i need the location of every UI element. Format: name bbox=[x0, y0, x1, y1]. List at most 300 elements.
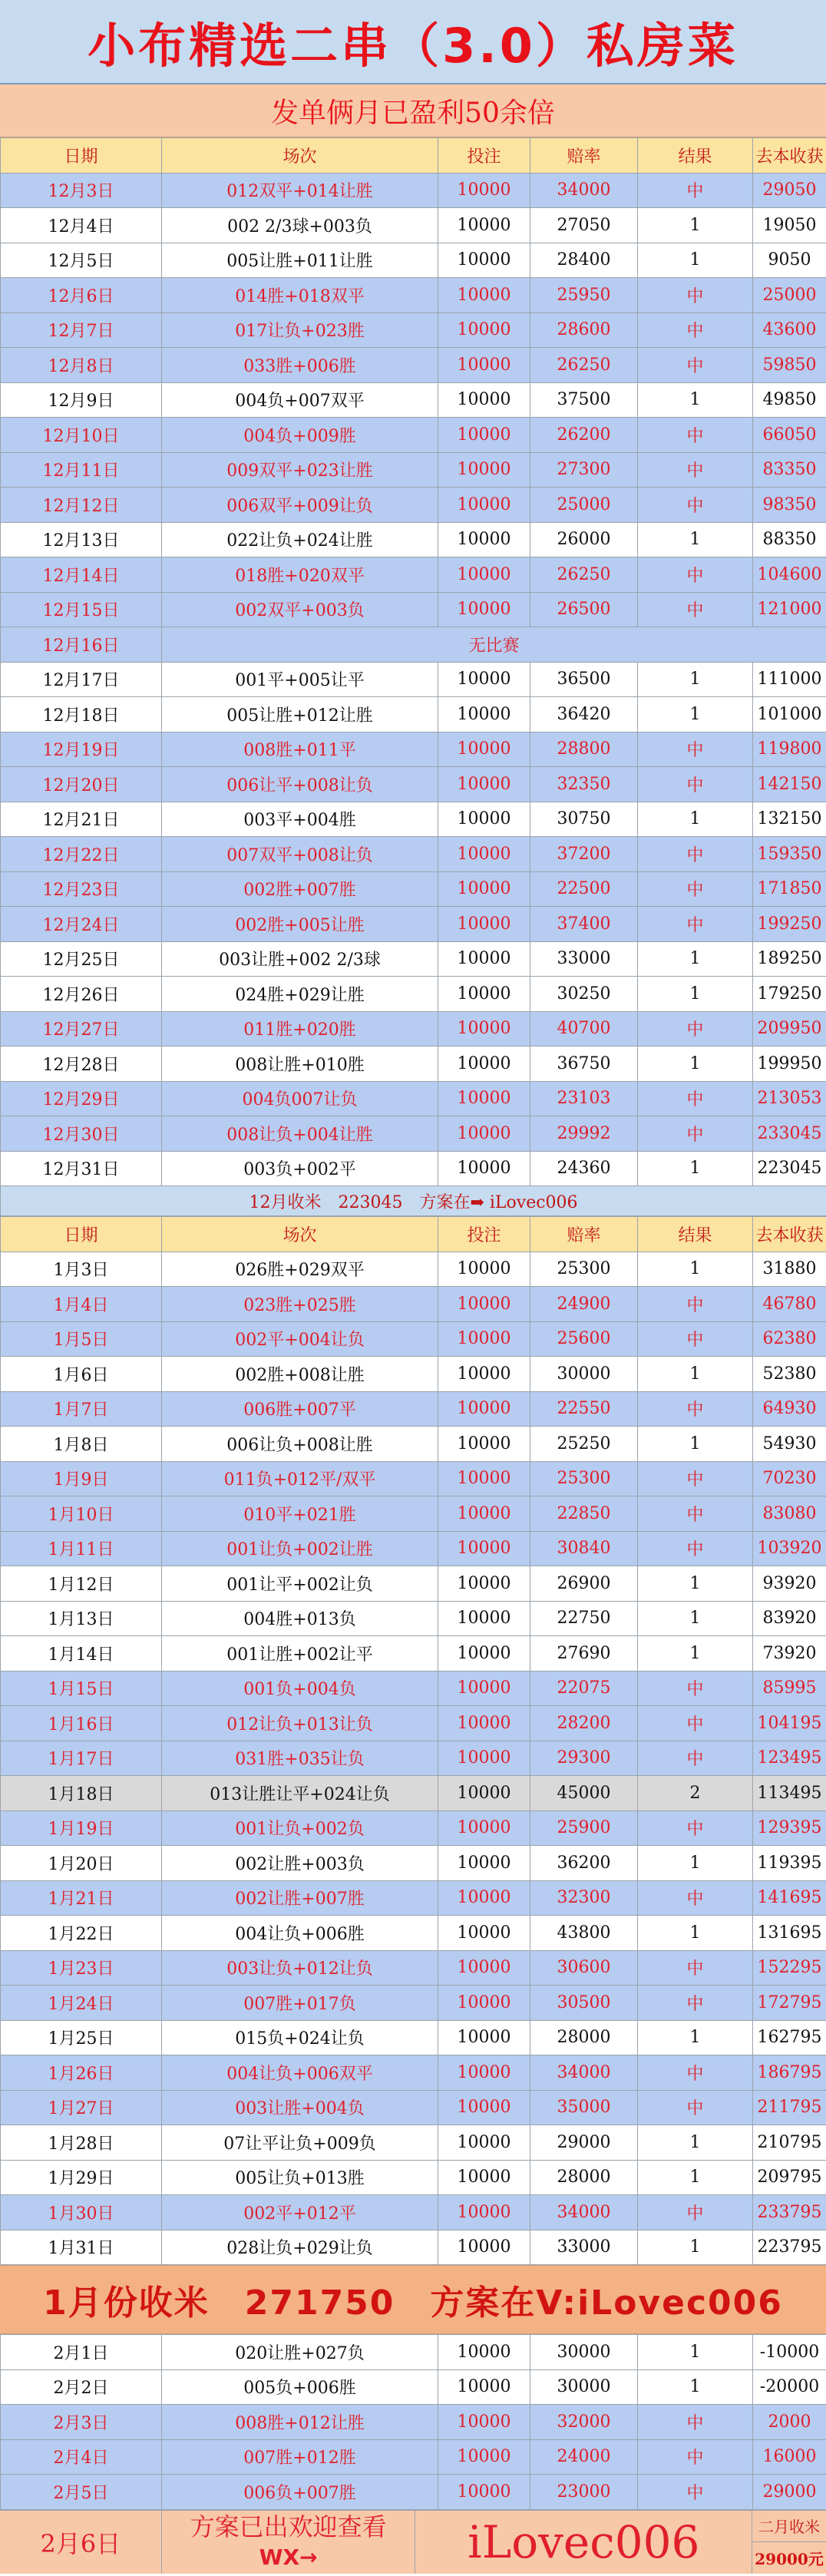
table-row bbox=[1, 452, 826, 488]
match-cell: 006双平+009让负 bbox=[162, 488, 438, 523]
match-cell: 005让胜+012让胜 bbox=[162, 697, 438, 732]
table-row bbox=[1, 1252, 826, 1287]
column-header: 投注 bbox=[438, 138, 530, 174]
footer-message bbox=[162, 2511, 416, 2574]
bet-cell: 10000 bbox=[438, 1287, 530, 1322]
date-cell: 1月31日 bbox=[1, 2230, 162, 2265]
match-cell: 003让胜+004负 bbox=[162, 2090, 438, 2125]
odds-cell: 30600 bbox=[530, 1950, 638, 1986]
profit-cell: 62380 bbox=[753, 1321, 826, 1357]
odds-cell: 36750 bbox=[530, 1047, 638, 1082]
date-cell: 1月14日 bbox=[1, 1636, 162, 1672]
date-cell: 12月27日 bbox=[1, 1011, 162, 1047]
table-row bbox=[1, 1011, 826, 1047]
odds-cell: 22850 bbox=[530, 1496, 638, 1532]
table-row bbox=[1, 1601, 826, 1636]
bet-cell: 10000 bbox=[438, 2369, 530, 2405]
date-cell: 12月21日 bbox=[1, 802, 162, 837]
match-cell: 012双平+014让胜 bbox=[162, 173, 438, 208]
profit-cell: 52380 bbox=[753, 1357, 826, 1392]
match-cell: 008胜+012让胜 bbox=[162, 2405, 438, 2440]
table-row bbox=[1, 871, 826, 907]
february-total-value: 29000元 bbox=[755, 2549, 824, 2568]
profit-cell: 88350 bbox=[753, 522, 826, 557]
bet-cell: 10000 bbox=[438, 1880, 530, 1916]
table-row bbox=[1, 488, 826, 523]
profit-cell: -20000 bbox=[753, 2369, 826, 2405]
result-cell: 中 bbox=[638, 1741, 753, 1776]
match-cell: 004让负+006胜 bbox=[162, 1916, 438, 1951]
profit-cell: 121000 bbox=[753, 592, 826, 627]
profit-cell: 64930 bbox=[753, 1391, 826, 1427]
table-row bbox=[1, 1810, 826, 1846]
odds-cell: 27050 bbox=[530, 208, 638, 243]
date-cell: 12月9日 bbox=[1, 382, 162, 418]
odds-cell: 23000 bbox=[530, 2475, 638, 2510]
bet-cell: 10000 bbox=[438, 1151, 530, 1186]
match-cell: 004负007让负 bbox=[162, 1081, 438, 1116]
bet-cell: 10000 bbox=[438, 1671, 530, 1706]
odds-cell: 25250 bbox=[530, 1427, 638, 1462]
date-cell: 12月14日 bbox=[1, 557, 162, 593]
date-cell: 1月30日 bbox=[1, 2195, 162, 2230]
odds-cell: 32300 bbox=[530, 1880, 638, 1916]
date-cell: 12月26日 bbox=[1, 977, 162, 1012]
footer-wx-label: WX→ bbox=[259, 2544, 318, 2570]
profit-cell: 172795 bbox=[753, 1986, 826, 2021]
profit-cell: 9050 bbox=[753, 243, 826, 278]
match-cell: 002让胜+007胜 bbox=[162, 1880, 438, 1916]
profit-cell: 83920 bbox=[753, 1601, 826, 1636]
table-row bbox=[1, 418, 826, 453]
match-cell: 006让负+008让胜 bbox=[162, 1427, 438, 1462]
match-cell: 011负+012平/双平 bbox=[162, 1461, 438, 1496]
odds-cell: 34000 bbox=[530, 2195, 638, 2230]
profit-cell: 211795 bbox=[753, 2090, 826, 2125]
profit-cell: 103920 bbox=[753, 1531, 826, 1566]
date-cell: 12月17日 bbox=[1, 662, 162, 697]
table-row bbox=[1, 2055, 826, 2091]
table-row bbox=[1, 1047, 826, 1082]
profit-cell: 46780 bbox=[753, 1287, 826, 1322]
match-cell: 003让胜+002 2/3球 bbox=[162, 941, 438, 977]
result-cell: 中 bbox=[638, 1986, 753, 2021]
table-row bbox=[1, 1461, 826, 1496]
no-match-cell: 无比赛 bbox=[162, 627, 826, 663]
date-cell: 1月7日 bbox=[1, 1391, 162, 1427]
table-row bbox=[1, 278, 826, 313]
match-cell: 002平+012平 bbox=[162, 2195, 438, 2230]
odds-cell: 37500 bbox=[530, 382, 638, 418]
match-cell: 022让负+024让胜 bbox=[162, 522, 438, 557]
table-row bbox=[1, 2405, 826, 2440]
odds-cell: 35000 bbox=[530, 2090, 638, 2125]
result-cell: 1 bbox=[638, 208, 753, 243]
odds-cell: 30000 bbox=[530, 1357, 638, 1392]
date-cell: 1月19日 bbox=[1, 1810, 162, 1846]
match-cell: 010平+021胜 bbox=[162, 1496, 438, 1532]
date-cell: 12月30日 bbox=[1, 1116, 162, 1152]
profit-cell: 83350 bbox=[753, 452, 826, 488]
february-total-box bbox=[752, 2511, 826, 2574]
bet-cell: 10000 bbox=[438, 2230, 530, 2265]
result-cell: 中 bbox=[638, 767, 753, 802]
table-row bbox=[1, 1636, 826, 1672]
table-row bbox=[1, 662, 826, 697]
table-row bbox=[1, 1671, 826, 1706]
profit-cell: 189250 bbox=[753, 941, 826, 977]
footer-date: 2月6日 bbox=[0, 2511, 162, 2574]
date-cell: 2月5日 bbox=[1, 2475, 162, 2510]
profit-cell: 179250 bbox=[753, 977, 826, 1012]
match-cell: 002胜+007胜 bbox=[162, 871, 438, 907]
bet-cell: 10000 bbox=[438, 1116, 530, 1152]
profit-cell: 233045 bbox=[753, 1116, 826, 1152]
result-cell: 中 bbox=[638, 1081, 753, 1116]
result-cell: 1 bbox=[638, 243, 753, 278]
match-cell: 004负+009胜 bbox=[162, 418, 438, 453]
match-cell: 033胜+006胜 bbox=[162, 348, 438, 383]
column-header: 结果 bbox=[638, 138, 753, 174]
result-cell: 中 bbox=[638, 348, 753, 383]
match-cell: 001负+004负 bbox=[162, 1671, 438, 1706]
odds-cell: 24360 bbox=[530, 1151, 638, 1186]
profit-cell: 70230 bbox=[753, 1461, 826, 1496]
date-cell: 1月18日 bbox=[1, 1776, 162, 1811]
date-cell: 1月24日 bbox=[1, 1986, 162, 2021]
bet-cell: 10000 bbox=[438, 1986, 530, 2021]
column-header: 结果 bbox=[638, 1217, 753, 1252]
bet-cell: 10000 bbox=[438, 662, 530, 697]
bet-cell: 10000 bbox=[438, 1636, 530, 1672]
date-cell: 12月7日 bbox=[1, 312, 162, 348]
profit-cell: 25000 bbox=[753, 278, 826, 313]
result-cell: 1 bbox=[638, 2125, 753, 2161]
result-cell: 中 bbox=[638, 2405, 753, 2440]
match-cell: 001让胜+002让平 bbox=[162, 1636, 438, 1672]
match-cell: 020让胜+027负 bbox=[162, 2335, 438, 2370]
match-cell: 023胜+025胜 bbox=[162, 1287, 438, 1322]
odds-cell: 22550 bbox=[530, 1391, 638, 1427]
table-row bbox=[1, 348, 826, 383]
date-cell: 12月12日 bbox=[1, 488, 162, 523]
match-cell: 002双平+003负 bbox=[162, 592, 438, 627]
match-cell: 006胜+007平 bbox=[162, 1391, 438, 1427]
profit-cell: 152295 bbox=[753, 1950, 826, 1986]
date-cell: 2月2日 bbox=[1, 2369, 162, 2405]
bet-cell: 10000 bbox=[438, 1011, 530, 1047]
result-cell: 中 bbox=[638, 1880, 753, 1916]
profit-cell: 101000 bbox=[753, 697, 826, 732]
december-summary-row bbox=[1, 1186, 826, 1216]
table-row bbox=[1, 592, 826, 627]
bet-cell: 10000 bbox=[438, 173, 530, 208]
odds-cell: 27690 bbox=[530, 1636, 638, 1672]
result-cell: 中 bbox=[638, 2055, 753, 2091]
match-cell: 006让平+008让负 bbox=[162, 767, 438, 802]
bet-cell: 10000 bbox=[438, 452, 530, 488]
profit-cell: 43600 bbox=[753, 312, 826, 348]
result-cell: 中 bbox=[638, 312, 753, 348]
bet-cell: 10000 bbox=[438, 2195, 530, 2230]
profit-cell: 209950 bbox=[753, 1011, 826, 1047]
match-cell: 002胜+005让胜 bbox=[162, 907, 438, 942]
table-row bbox=[1, 1151, 826, 1186]
odds-cell: 37200 bbox=[530, 837, 638, 872]
table-row bbox=[1, 2439, 826, 2475]
table-row bbox=[1, 1081, 826, 1116]
profit-cell: 132150 bbox=[753, 802, 826, 837]
table-row bbox=[1, 1427, 826, 1462]
bet-cell: 10000 bbox=[438, 208, 530, 243]
table-row bbox=[1, 1706, 826, 1741]
footer-message-text: 方案已出欢迎查看 bbox=[190, 2512, 387, 2541]
match-cell: 001让负+002让胜 bbox=[162, 1531, 438, 1566]
match-cell: 003让负+012让负 bbox=[162, 1950, 438, 1986]
date-cell: 12月10日 bbox=[1, 418, 162, 453]
result-cell: 1 bbox=[638, 2369, 753, 2405]
date-cell: 12月5日 bbox=[1, 243, 162, 278]
bet-cell: 10000 bbox=[438, 592, 530, 627]
table-row bbox=[1, 907, 826, 942]
match-cell: 001让负+002负 bbox=[162, 1810, 438, 1846]
odds-cell: 28800 bbox=[530, 732, 638, 767]
odds-cell: 26250 bbox=[530, 557, 638, 593]
table-row bbox=[1, 1566, 826, 1602]
match-cell: 004让负+006双平 bbox=[162, 2055, 438, 2091]
table-row bbox=[1, 1846, 826, 1881]
table-row bbox=[1, 1986, 826, 2021]
table-row bbox=[1, 1391, 826, 1427]
match-cell: 024胜+029让胜 bbox=[162, 977, 438, 1012]
table-row bbox=[1, 941, 826, 977]
odds-cell: 26200 bbox=[530, 418, 638, 453]
odds-cell: 34000 bbox=[530, 2055, 638, 2091]
odds-cell: 43800 bbox=[530, 1916, 638, 1951]
odds-cell: 28400 bbox=[530, 243, 638, 278]
table-row bbox=[1, 208, 826, 243]
odds-cell: 29000 bbox=[530, 2125, 638, 2161]
bet-cell: 10000 bbox=[438, 1427, 530, 1462]
bet-cell: 10000 bbox=[438, 2020, 530, 2055]
profit-cell: 93920 bbox=[753, 1566, 826, 1602]
match-cell: 011胜+020胜 bbox=[162, 1011, 438, 1047]
bet-cell: 10000 bbox=[438, 2475, 530, 2510]
match-cell: 006负+007胜 bbox=[162, 2475, 438, 2510]
bet-cell: 10000 bbox=[438, 1706, 530, 1741]
profit-cell: 66050 bbox=[753, 418, 826, 453]
date-cell: 1月5日 bbox=[1, 1321, 162, 1357]
date-cell: 1月21日 bbox=[1, 1880, 162, 1916]
table-header-row bbox=[1, 138, 826, 174]
profit-cell: 73920 bbox=[753, 1636, 826, 1672]
result-cell: 中 bbox=[638, 1671, 753, 1706]
odds-cell: 24900 bbox=[530, 1287, 638, 1322]
result-cell: 1 bbox=[638, 1916, 753, 1951]
table-row bbox=[1, 1287, 826, 1322]
match-cell: 026胜+029双平 bbox=[162, 1252, 438, 1287]
bet-cell: 10000 bbox=[438, 312, 530, 348]
match-cell: 007胜+017负 bbox=[162, 1986, 438, 2021]
profit-cell: 104195 bbox=[753, 1706, 826, 1741]
date-cell: 1月11日 bbox=[1, 1531, 162, 1566]
match-cell: 002让胜+003负 bbox=[162, 1846, 438, 1881]
table-row bbox=[1, 2335, 826, 2370]
result-cell: 中 bbox=[638, 1950, 753, 1986]
bet-cell: 10000 bbox=[438, 1776, 530, 1811]
bet-cell: 10000 bbox=[438, 1081, 530, 1116]
bet-cell: 10000 bbox=[438, 348, 530, 383]
column-header: 去本收获 bbox=[753, 138, 826, 174]
table-row bbox=[1, 1496, 826, 1532]
table-header-row bbox=[1, 1217, 826, 1252]
bet-cell: 10000 bbox=[438, 802, 530, 837]
december-table bbox=[0, 137, 826, 1216]
odds-cell: 36200 bbox=[530, 1846, 638, 1881]
odds-cell: 25300 bbox=[530, 1461, 638, 1496]
table-row bbox=[1, 697, 826, 732]
profit-cell: 119395 bbox=[753, 1846, 826, 1881]
table-row bbox=[1, 977, 826, 1012]
result-cell: 1 bbox=[638, 1427, 753, 1462]
result-cell: 中 bbox=[638, 557, 753, 593]
result-cell: 1 bbox=[638, 1846, 753, 1881]
profit-cell: 131695 bbox=[753, 1916, 826, 1951]
odds-cell: 30000 bbox=[530, 2335, 638, 2370]
result-cell: 1 bbox=[638, 2230, 753, 2265]
result-cell: 中 bbox=[638, 1496, 753, 1532]
date-cell: 12月19日 bbox=[1, 732, 162, 767]
bet-cell: 10000 bbox=[438, 382, 530, 418]
table-row bbox=[1, 2195, 826, 2230]
match-cell: 005让胜+011让胜 bbox=[162, 243, 438, 278]
match-cell: 007胜+012胜 bbox=[162, 2439, 438, 2475]
date-cell: 1月20日 bbox=[1, 1846, 162, 1881]
bet-cell: 10000 bbox=[438, 1846, 530, 1881]
odds-cell: 36420 bbox=[530, 697, 638, 732]
table-row bbox=[1, 312, 826, 348]
table-row bbox=[1, 2475, 826, 2510]
profit-cell: 54930 bbox=[753, 1427, 826, 1462]
date-cell: 12月4日 bbox=[1, 208, 162, 243]
bet-cell: 10000 bbox=[438, 1252, 530, 1287]
profit-cell: 29000 bbox=[753, 2475, 826, 2510]
odds-cell: 29300 bbox=[530, 1741, 638, 1776]
bet-cell: 10000 bbox=[438, 941, 530, 977]
bet-cell: 10000 bbox=[438, 837, 530, 872]
january-summary-banner bbox=[0, 2265, 826, 2334]
odds-cell: 30750 bbox=[530, 802, 638, 837]
table-row bbox=[1, 837, 826, 872]
table-row bbox=[1, 2160, 826, 2195]
date-cell: 1月13日 bbox=[1, 1601, 162, 1636]
odds-cell: 29992 bbox=[530, 1116, 638, 1152]
table-row bbox=[1, 1357, 826, 1392]
odds-cell: 28200 bbox=[530, 1706, 638, 1741]
odds-cell: 25950 bbox=[530, 278, 638, 313]
bet-cell: 10000 bbox=[438, 2160, 530, 2195]
odds-cell: 22075 bbox=[530, 1671, 638, 1706]
odds-cell: 27300 bbox=[530, 452, 638, 488]
table-row bbox=[1, 2090, 826, 2125]
result-cell: 1 bbox=[638, 1151, 753, 1186]
table-row bbox=[1, 732, 826, 767]
profit-cell: 85995 bbox=[753, 1671, 826, 1706]
profit-cell: 111000 bbox=[753, 662, 826, 697]
result-cell: 中 bbox=[638, 488, 753, 523]
result-cell: 中 bbox=[638, 452, 753, 488]
odds-cell: 28000 bbox=[530, 2020, 638, 2055]
odds-cell: 30000 bbox=[530, 2369, 638, 2405]
match-cell: 007双平+008让负 bbox=[162, 837, 438, 872]
result-cell: 1 bbox=[638, 941, 753, 977]
table-row bbox=[1, 173, 826, 208]
match-cell: 017让负+023胜 bbox=[162, 312, 438, 348]
date-cell: 1月26日 bbox=[1, 2055, 162, 2091]
odds-cell: 32000 bbox=[530, 2405, 638, 2440]
result-cell: 1 bbox=[638, 1047, 753, 1082]
odds-cell: 26500 bbox=[530, 592, 638, 627]
odds-cell: 28600 bbox=[530, 312, 638, 348]
bet-cell: 10000 bbox=[438, 557, 530, 593]
profit-cell: 2000 bbox=[753, 2405, 826, 2440]
odds-cell: 25300 bbox=[530, 1252, 638, 1287]
match-cell: 003负+002平 bbox=[162, 1151, 438, 1186]
odds-cell: 25000 bbox=[530, 488, 638, 523]
column-header: 赔率 bbox=[530, 138, 638, 174]
profit-cell: 186795 bbox=[753, 2055, 826, 2091]
bet-cell: 10000 bbox=[438, 522, 530, 557]
profit-cell: 16000 bbox=[753, 2439, 826, 2475]
table-row bbox=[1, 1741, 826, 1776]
odds-cell: 37400 bbox=[530, 907, 638, 942]
date-cell: 12月11日 bbox=[1, 452, 162, 488]
result-cell: 中 bbox=[638, 1321, 753, 1357]
result-cell: 中 bbox=[638, 1706, 753, 1741]
table-row bbox=[1, 557, 826, 593]
table-row bbox=[1, 1880, 826, 1916]
table-row bbox=[1, 2125, 826, 2161]
profit-cell: 59850 bbox=[753, 348, 826, 383]
result-cell: 1 bbox=[638, 1566, 753, 1602]
match-cell: 008让负+004让胜 bbox=[162, 1116, 438, 1152]
profit-cell: 123495 bbox=[753, 1741, 826, 1776]
date-cell: 1月17日 bbox=[1, 1741, 162, 1776]
result-cell: 1 bbox=[638, 1636, 753, 1672]
date-cell: 12月29日 bbox=[1, 1081, 162, 1116]
odds-cell: 36500 bbox=[530, 662, 638, 697]
result-cell: 中 bbox=[638, 1810, 753, 1846]
profit-cell: 31880 bbox=[753, 1252, 826, 1287]
match-cell: 002平+004让负 bbox=[162, 1321, 438, 1357]
result-cell: 中 bbox=[638, 1461, 753, 1496]
match-cell: 003平+004胜 bbox=[162, 802, 438, 837]
bet-cell: 10000 bbox=[438, 907, 530, 942]
result-cell: 中 bbox=[638, 907, 753, 942]
profit-cell: 29050 bbox=[753, 173, 826, 208]
date-cell: 12月3日 bbox=[1, 173, 162, 208]
match-cell: 012让负+013让负 bbox=[162, 1706, 438, 1741]
result-cell: 1 bbox=[638, 1601, 753, 1636]
date-cell: 1月23日 bbox=[1, 1950, 162, 1986]
date-cell: 12月8日 bbox=[1, 348, 162, 383]
bet-cell: 10000 bbox=[438, 1321, 530, 1357]
result-cell: 1 bbox=[638, 522, 753, 557]
date-cell: 1月29日 bbox=[1, 2160, 162, 2195]
date-cell: 12月23日 bbox=[1, 871, 162, 907]
result-cell: 中 bbox=[638, 2475, 753, 2510]
odds-cell: 22750 bbox=[530, 1601, 638, 1636]
